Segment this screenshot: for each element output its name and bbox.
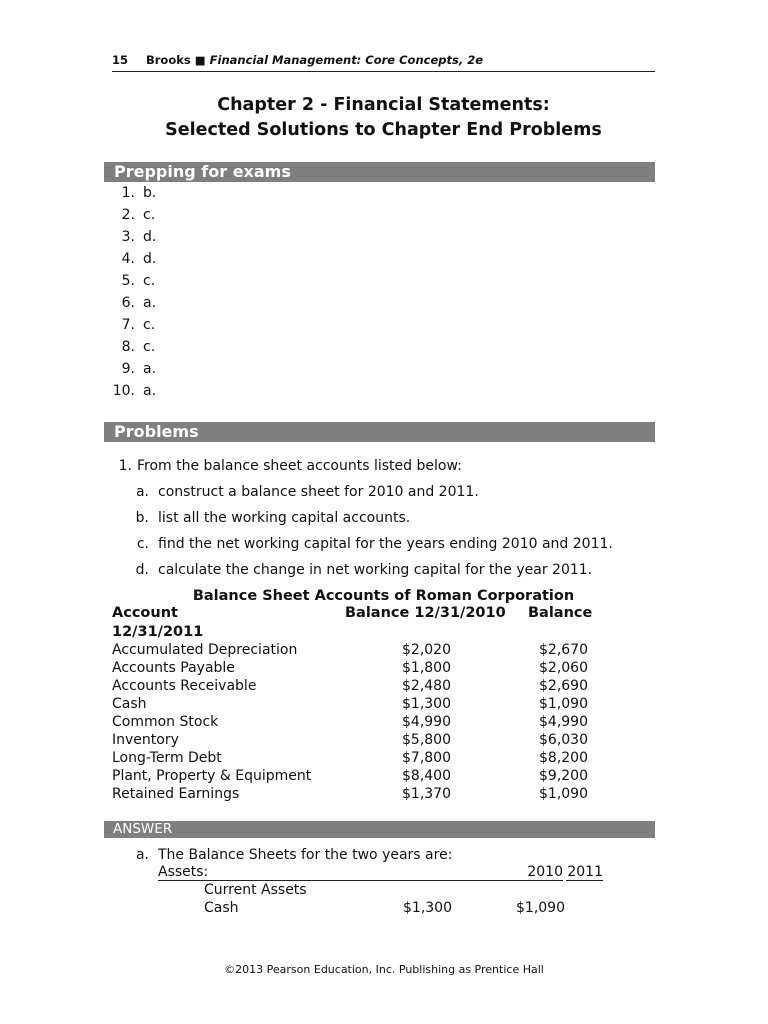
item-number: 9. — [121, 361, 135, 377]
cell-2010: $2,480 — [402, 678, 451, 694]
cell-account: Accumulated Depreciation — [112, 642, 298, 658]
item-number: 8. — [121, 339, 135, 355]
list-item — [112, 292, 156, 314]
year-2011-header: 2011 — [567, 864, 603, 880]
cell-2010: $8,400 — [402, 768, 451, 784]
year-2010-header: 2010 — [518, 864, 563, 881]
cash-2010-value: $1,300 — [403, 900, 452, 916]
assets-label: Assets: — [158, 864, 518, 881]
cell-account: Common Stock — [112, 714, 219, 730]
problem-intro-text: From the balance sheet accounts listed below: — [137, 458, 462, 474]
cell-2011: $2,690 — [539, 678, 588, 694]
list-item — [112, 182, 156, 204]
item-answer: b. — [143, 185, 157, 201]
table-row — [112, 641, 632, 659]
cell-account: Accounts Receivable — [112, 678, 257, 694]
item-answer: c. — [143, 317, 156, 333]
cell-account: Inventory — [112, 732, 179, 748]
cash-label: Cash — [204, 900, 239, 916]
answer-part-a — [135, 847, 452, 863]
chapter-title-line2: Selected Solutions to Chapter End Problems — [165, 120, 602, 140]
answer-text: The Balance Sheets for the two years are: — [158, 847, 453, 863]
item-number: 7. — [121, 317, 135, 333]
part-text: find the net working capital for the years ending 2010 and 2011. — [158, 536, 613, 552]
item-answer: a. — [143, 383, 157, 399]
item-answer: a. — [143, 361, 157, 377]
current-assets-label: Current Assets — [204, 882, 307, 898]
book-title: Financial Management: Core Concepts, 2e — [209, 53, 483, 67]
table-row — [112, 677, 632, 695]
item-number: 10. — [112, 383, 135, 399]
cell-2010: $1,370 — [402, 786, 451, 802]
cell-2011: $4,990 — [539, 714, 588, 730]
col-header-2011-date: 12/31/2011 — [112, 624, 204, 640]
col-header-account: Account — [112, 605, 178, 621]
part-letter: c. — [136, 536, 149, 552]
list-item — [112, 336, 156, 358]
problem-part-a — [135, 484, 479, 500]
problem-part-d — [135, 562, 592, 578]
table-row — [112, 695, 632, 713]
table-title: Balance Sheet Accounts of Roman Corporation — [192, 588, 575, 604]
problem-number: 1. — [118, 458, 132, 474]
problem-part-c — [135, 536, 613, 552]
cell-2011: $6,030 — [539, 732, 588, 748]
col-header-2011: Balance — [528, 605, 593, 621]
item-answer: c. — [143, 273, 156, 289]
chapter-title-line1: Chapter 2 - Financial Statements: — [217, 95, 550, 115]
balance-table-body — [112, 641, 632, 803]
cell-2011: $1,090 — [539, 696, 588, 712]
table-row — [112, 731, 632, 749]
cell-2011: $2,670 — [539, 642, 588, 658]
cell-2010: $4,990 — [402, 714, 451, 730]
item-number: 2. — [121, 207, 135, 223]
cell-2010: $7,800 — [402, 750, 451, 766]
section-bar-problems: Problems — [104, 422, 655, 442]
author: Brooks — [146, 53, 191, 67]
running-header — [112, 53, 483, 67]
section-bar-answer: ANSWER — [104, 821, 655, 838]
item-answer: c. — [143, 339, 156, 355]
section-bar-prepping: Prepping for exams — [104, 162, 655, 182]
cell-account: Retained Earnings — [112, 786, 240, 802]
list-item — [112, 314, 156, 336]
item-number: 5. — [121, 273, 135, 289]
list-item — [112, 358, 156, 380]
cell-account: Plant, Property & Equipment — [112, 768, 312, 784]
mc-answer-list — [112, 182, 156, 402]
part-text: construct a balance sheet for 2010 and 2011. — [158, 484, 479, 500]
page-number: 15 — [112, 53, 129, 67]
problem-intro — [112, 458, 462, 474]
item-answer: d. — [143, 229, 157, 245]
problem-part-b — [135, 510, 410, 526]
col-header-2010: Balance 12/31/2010 — [345, 605, 506, 621]
header-rule — [112, 71, 655, 72]
item-answer: d. — [143, 251, 157, 267]
list-item — [112, 380, 156, 402]
separator-square: ■ — [194, 53, 206, 67]
table-row — [112, 659, 632, 677]
item-number: 6. — [121, 295, 135, 311]
item-number: 4. — [121, 251, 135, 267]
copyright-footer: ©2013 Pearson Education, Inc. Publishing as Prentice Hall — [224, 963, 544, 976]
item-number: 3. — [121, 229, 135, 245]
cell-2010: $1,300 — [402, 696, 451, 712]
cell-account: Accounts Payable — [112, 660, 235, 676]
part-text: list all the working capital accounts. — [158, 510, 411, 526]
list-item — [112, 226, 156, 248]
cell-2011: $9,200 — [539, 768, 588, 784]
part-letter: b. — [135, 510, 149, 526]
item-number: 1. — [121, 185, 135, 201]
part-text: calculate the change in net working capital for the year 2011. — [158, 562, 593, 578]
table-row — [112, 785, 632, 803]
cell-account: Long-Term Debt — [112, 750, 222, 766]
cell-account: Cash — [112, 696, 147, 712]
cell-2010: $5,800 — [402, 732, 451, 748]
cell-2011: $2,060 — [539, 660, 588, 676]
cell-2010: $1,800 — [402, 660, 451, 676]
cell-2010: $2,020 — [402, 642, 451, 658]
table-row — [112, 749, 632, 767]
list-item — [112, 270, 156, 292]
list-item — [112, 204, 156, 226]
part-letter: a. — [135, 847, 149, 863]
cell-2011: $8,200 — [539, 750, 588, 766]
table-row — [112, 767, 632, 785]
item-answer: a. — [143, 295, 157, 311]
table-row — [112, 713, 632, 731]
part-letter: d. — [135, 562, 149, 578]
list-item — [112, 248, 156, 270]
part-letter: a. — [135, 484, 149, 500]
item-answer: c. — [143, 207, 156, 223]
cash-2011-value: $1,090 — [516, 900, 565, 916]
chapter-title — [112, 93, 655, 143]
cell-2011: $1,090 — [539, 786, 588, 802]
